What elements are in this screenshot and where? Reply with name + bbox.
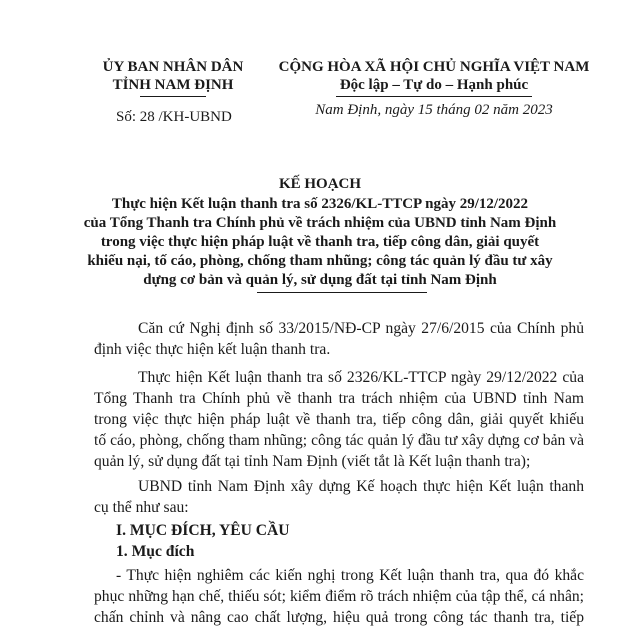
paragraph-line: định việc thực hiện kết luận thanh tra. xyxy=(94,341,331,358)
national-title: CỘNG HÒA XÃ HỘI CHỦ NGHĨA VIỆT NAM xyxy=(278,59,590,75)
section-heading: I. MỤC ĐÍCH, YÊU CẦU xyxy=(116,522,290,539)
paragraph-line: Thực hiện Kết luận thanh tra số 2326/KL-TTCP ngày 29/12/2022 của xyxy=(138,369,584,386)
document-number: Số: 28 /KH-UBND xyxy=(116,109,232,125)
document-heading: KẾ HOẠCH xyxy=(278,176,362,192)
paragraph-line: UBND tỉnh Nam Định xây dựng Kế hoạch thực hiện Kết luận thanh xyxy=(138,478,584,495)
paragraph-line: phục những hạn chế, thiếu sót; kiểm điểm rõ trách nhiệm của tập thể, cá nhân; xyxy=(94,588,584,605)
org-underline xyxy=(140,96,206,97)
subsection-heading: 1. Mục đích xyxy=(116,543,195,560)
title-underline xyxy=(257,292,427,293)
place-and-date: Nam Định, ngày 15 tháng 02 năm 2023 xyxy=(315,102,553,118)
motto-underline xyxy=(336,96,532,97)
paragraph-line: chấn chỉnh và nâng cao chất lượng, hiệu quả trong công tác thanh tra, tiếp xyxy=(94,609,584,626)
issuing-org-line1: ỦY BAN NHÂN DÂN xyxy=(102,59,244,75)
subtitle-line: Thực hiện Kết luận thanh tra số 2326/KL-TTCP ngày 29/12/2022 xyxy=(111,196,529,212)
paragraph-line: trong việc thực hiện pháp luật về thanh tra, tiếp công dân, giải quyết khiếu xyxy=(94,411,584,428)
paragraph-line: tố cáo, phòng, chống tham nhũng; công tác quản lý đầu tư xây dựng cơ bản và xyxy=(94,432,584,449)
paragraph-line: - Thực hiện nghiêm các kiến nghị trong Kết luận thanh tra, qua đó khắc xyxy=(116,567,584,584)
subtitle-line: của Tổng Thanh tra Chính phủ về trách nhiệm của UBND tỉnh Nam Định xyxy=(83,215,557,231)
subtitle-line: dựng cơ bản và quản lý, sử dụng đất tại tỉnh Nam Định xyxy=(143,272,497,288)
issuing-org-line2: TỈNH NAM ĐỊNH xyxy=(112,77,234,93)
subtitle-line: trong việc thực hiện pháp luật về thanh tra, tiếp công dân, giải quyết xyxy=(100,234,540,250)
national-motto: Độc lập – Tự do – Hạnh phúc xyxy=(339,77,529,93)
subtitle-line: khiếu nại, tố cáo, phòng, chống tham nhũng; công tác quản lý đầu tư xây xyxy=(87,253,553,269)
paragraph-line: Căn cứ Nghị định số 33/2015/NĐ-CP ngày 27/6/2015 của Chính phủ xyxy=(138,320,584,337)
paragraph-line: quản lý, sử dụng đất tại tỉnh Nam Định (viết tắt là Kết luận thanh tra); xyxy=(94,453,531,470)
paragraph-line: Tổng Thanh tra Chính phủ về thanh tra trách nhiệm của UBND tỉnh Nam xyxy=(94,390,584,407)
paragraph-line: cụ thể như sau: xyxy=(94,499,189,516)
